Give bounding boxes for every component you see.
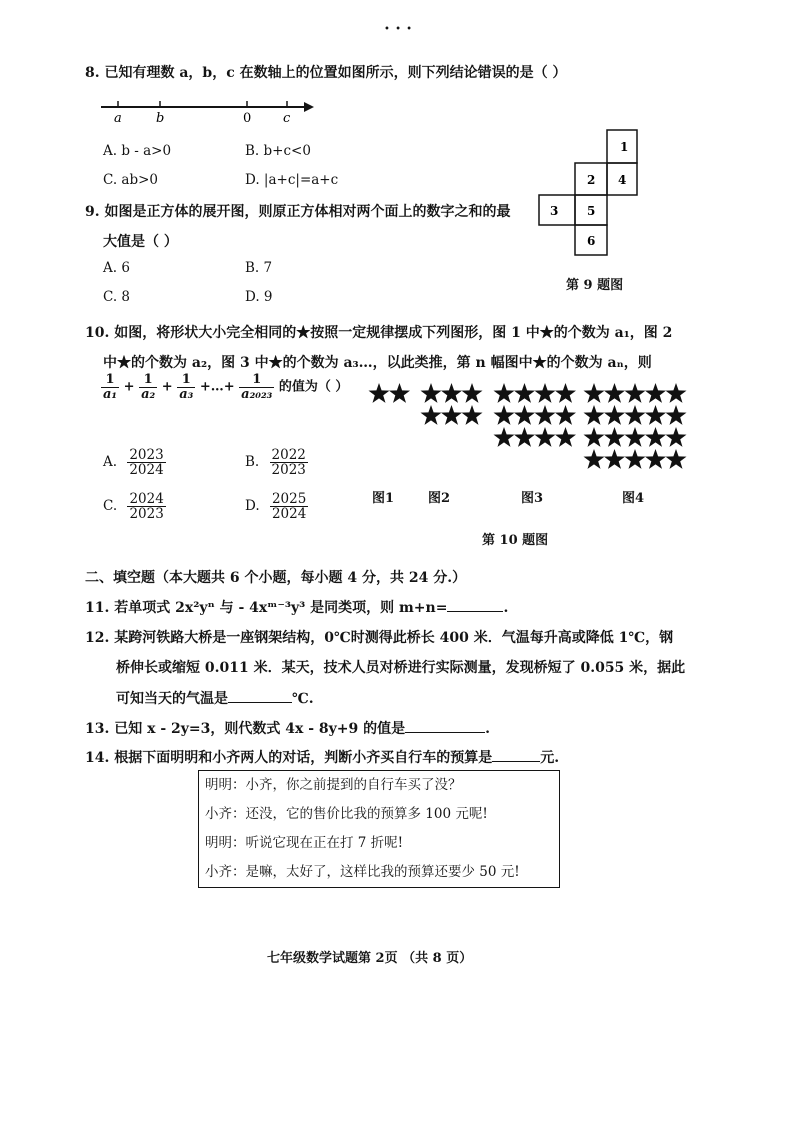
- axis-label-c: c: [283, 111, 291, 126]
- star-fig3-r3c3: [535, 427, 556, 447]
- net-number-2: 2: [587, 173, 596, 187]
- star-fig4-r2c5: [666, 405, 687, 425]
- q9-option-c: C. 8: [103, 289, 131, 305]
- fig-label-1: 图1: [372, 491, 395, 506]
- dialog-line-3: 明明：听说它现在正在打 7 折呢!: [205, 835, 404, 851]
- q10-line1: 10. 如图，将形状大小完全相同的★按照一定规律摆成下列图形，图 1 中★的个数为 a₁，图 2: [85, 325, 673, 341]
- star-fig1-r1c1: [369, 383, 390, 403]
- star-fig4-r1c2: [604, 383, 625, 403]
- q9-option-d: D. 9: [245, 289, 273, 305]
- q9-option-a: A. 6: [103, 260, 130, 276]
- q8-stem: 8. 已知有理数 a，b，c 在数轴上的位置如图所示，则下列结论错误的是（ ）: [85, 65, 567, 81]
- q8-option-c: C. ab>0: [103, 172, 159, 188]
- page-dots: • • •: [384, 24, 414, 35]
- star-fig3-r2c1: [494, 405, 515, 425]
- star-fig4-r4c5: [666, 449, 687, 469]
- star-fig3-r3c4: [555, 427, 576, 447]
- q13: 13. 已知 x - 2y=3，则代数式 4x - 8y+9 的值是 .: [85, 721, 490, 737]
- net-number-5: 5: [587, 204, 596, 218]
- star-fig2-r2c3: [462, 405, 483, 425]
- star-fig4-r2c3: [625, 405, 646, 425]
- q12-answer-blank: [228, 702, 292, 703]
- star-fig3-r2c3: [535, 405, 556, 425]
- star-fig2-r1c1: [421, 383, 442, 403]
- star-fig3-r3c1: [494, 427, 515, 447]
- sum-tail: 的值为（ ）: [278, 379, 349, 395]
- sum-term-3: $\frac{1}{\text{a₃}}$: [179, 372, 194, 402]
- sum-term-last: $\frac{1}{\text{a₂₀₂₃}}$: [241, 372, 273, 402]
- q11-answer-blank: [447, 611, 503, 612]
- star-fig2-r2c2: [441, 405, 462, 425]
- q10-option-c: C. $\frac{2024}{2023}$: [103, 491, 164, 523]
- star-fig2-r2c1: [421, 405, 442, 425]
- star-fig4-r2c1: [584, 405, 605, 425]
- q9-stem-line2: 大值是（ ）: [103, 234, 178, 250]
- number-line-arrow: [304, 102, 314, 112]
- dialog-line-2: 小齐：还没，它的售价比我的预算多 100 元呢!: [205, 806, 488, 822]
- q10-sum-expression: $\frac{1}{\text{a₁}}$ + $\frac{1}{\text{a₂}}$ + $\frac{1}{\text{a₃}}$ +…+ $\frac{1}{\text{a₂₀₂₃}}$ 的值为（ ）: [103, 372, 349, 402]
- q10-option-a: A. $\frac{2023}{2024}$: [103, 447, 164, 479]
- net-number-6: 6: [587, 234, 596, 248]
- star-fig4-r1c5: [666, 383, 687, 403]
- star-fig4-r3c4: [645, 427, 666, 447]
- star-fig4-r3c1: [584, 427, 605, 447]
- star-fig4-r3c3: [625, 427, 646, 447]
- q8-option-b: B. b+c<0: [245, 143, 311, 159]
- star-fig4-r4c3: [625, 449, 646, 469]
- page-footer: 七年级数学试题第 2页 （共 8 页）: [267, 951, 473, 966]
- q12-line3: 可知当天的气温是 ℃.: [116, 691, 314, 707]
- q9-stem-line1: 9. 如图是正方体的展开图，则原正方体相对两个面上的数字之和的最: [85, 204, 511, 220]
- q8-option-a: A. b - a>0: [103, 143, 172, 159]
- q9-option-b: B. 7: [245, 260, 273, 276]
- q11: 11. 若单项式 2x²yⁿ 与 - 4xᵐ⁻³y³ 是同类项，则 m+n= .: [85, 600, 509, 616]
- dialog-box: [198, 770, 560, 888]
- sum-term-1: $\frac{1}{\text{a₁}}$: [103, 372, 118, 402]
- star-figures: [360, 380, 690, 480]
- section2-heading: 二、填空题（本大题共 6 个小题，每小题 4 分，共 24 分.）: [85, 570, 467, 586]
- star-fig3-r1c4: [555, 383, 576, 403]
- q14-answer-blank: [492, 761, 540, 762]
- q13-answer-blank: [405, 732, 485, 733]
- star-fig1-r1c2: [389, 383, 410, 403]
- star-fig3-r3c2: [514, 427, 535, 447]
- star-fig2-r1c2: [441, 383, 462, 403]
- axis-label-a: a: [114, 111, 122, 126]
- star-fig4-r4c4: [645, 449, 666, 469]
- net-number-1: 1: [620, 140, 629, 154]
- fig-label-3: 图3: [521, 491, 544, 506]
- star-fig4-r2c4: [645, 405, 666, 425]
- star-fig3-r1c1: [494, 383, 515, 403]
- star-fig3-r1c2: [514, 383, 535, 403]
- star-fig3-r2c4: [555, 405, 576, 425]
- star-fig4-r1c4: [645, 383, 666, 403]
- sum-term-2: $\frac{1}{\text{a₂}}$: [141, 372, 156, 402]
- star-fig4-r3c5: [666, 427, 687, 447]
- q10-option-d: D. $\frac{2025}{2024}$: [245, 491, 307, 523]
- dialog-line-4: 小齐：是嘛，太好了，这样比我的预算还要少 50 元!: [205, 864, 520, 880]
- star-fig3-r2c2: [514, 405, 535, 425]
- cube-net: [535, 128, 645, 258]
- star-fig4-r1c3: [625, 383, 646, 403]
- axis-label-0: 0: [243, 111, 252, 126]
- number-line: [96, 96, 321, 126]
- dialog-line-1: 明明：小齐，你之前提到的自行车买了没？: [205, 777, 462, 793]
- q8-option-d: D. |a+c|=a+c: [245, 172, 339, 188]
- q10-line2: 中★的个数为 a₂，图 3 中★的个数为 a₃…，以此类推，第 n 幅图中★的个数为 aₙ，则: [103, 355, 652, 371]
- star-fig2-r1c3: [462, 383, 483, 403]
- q12-line2: 桥伸长或缩短 0.011 米．某天，技术人员对桥进行实际测量，发现桥短了 0.055 米，据此: [116, 660, 686, 676]
- star-fig4-r4c1: [584, 449, 605, 469]
- q12-line1: 12. 某跨河铁路大桥是一座钢架结构，0℃时测得此桥长 400 米．气温每升高或降低 1℃，钢: [85, 630, 674, 646]
- q10-caption: 第 10 题图: [482, 533, 549, 548]
- net-number-4: 4: [618, 173, 627, 187]
- fig-label-4: 图4: [622, 491, 645, 506]
- star-fig4-r4c2: [604, 449, 625, 469]
- star-fig4-r2c2: [604, 405, 625, 425]
- axis-label-b: b: [156, 111, 165, 126]
- star-fig3-r1c3: [535, 383, 556, 403]
- fig-label-2: 图2: [428, 491, 451, 506]
- q14: 14. 根据下面明明和小齐两人的对话，判断小齐买自行车的预算是 元.: [85, 750, 560, 766]
- star-fig4-r1c1: [584, 383, 605, 403]
- net-number-3: 3: [550, 204, 559, 218]
- q9-caption: 第 9 题图: [566, 278, 624, 293]
- q10-option-b: B. $\frac{2022}{2023}$: [245, 447, 306, 479]
- star-fig4-r3c2: [604, 427, 625, 447]
